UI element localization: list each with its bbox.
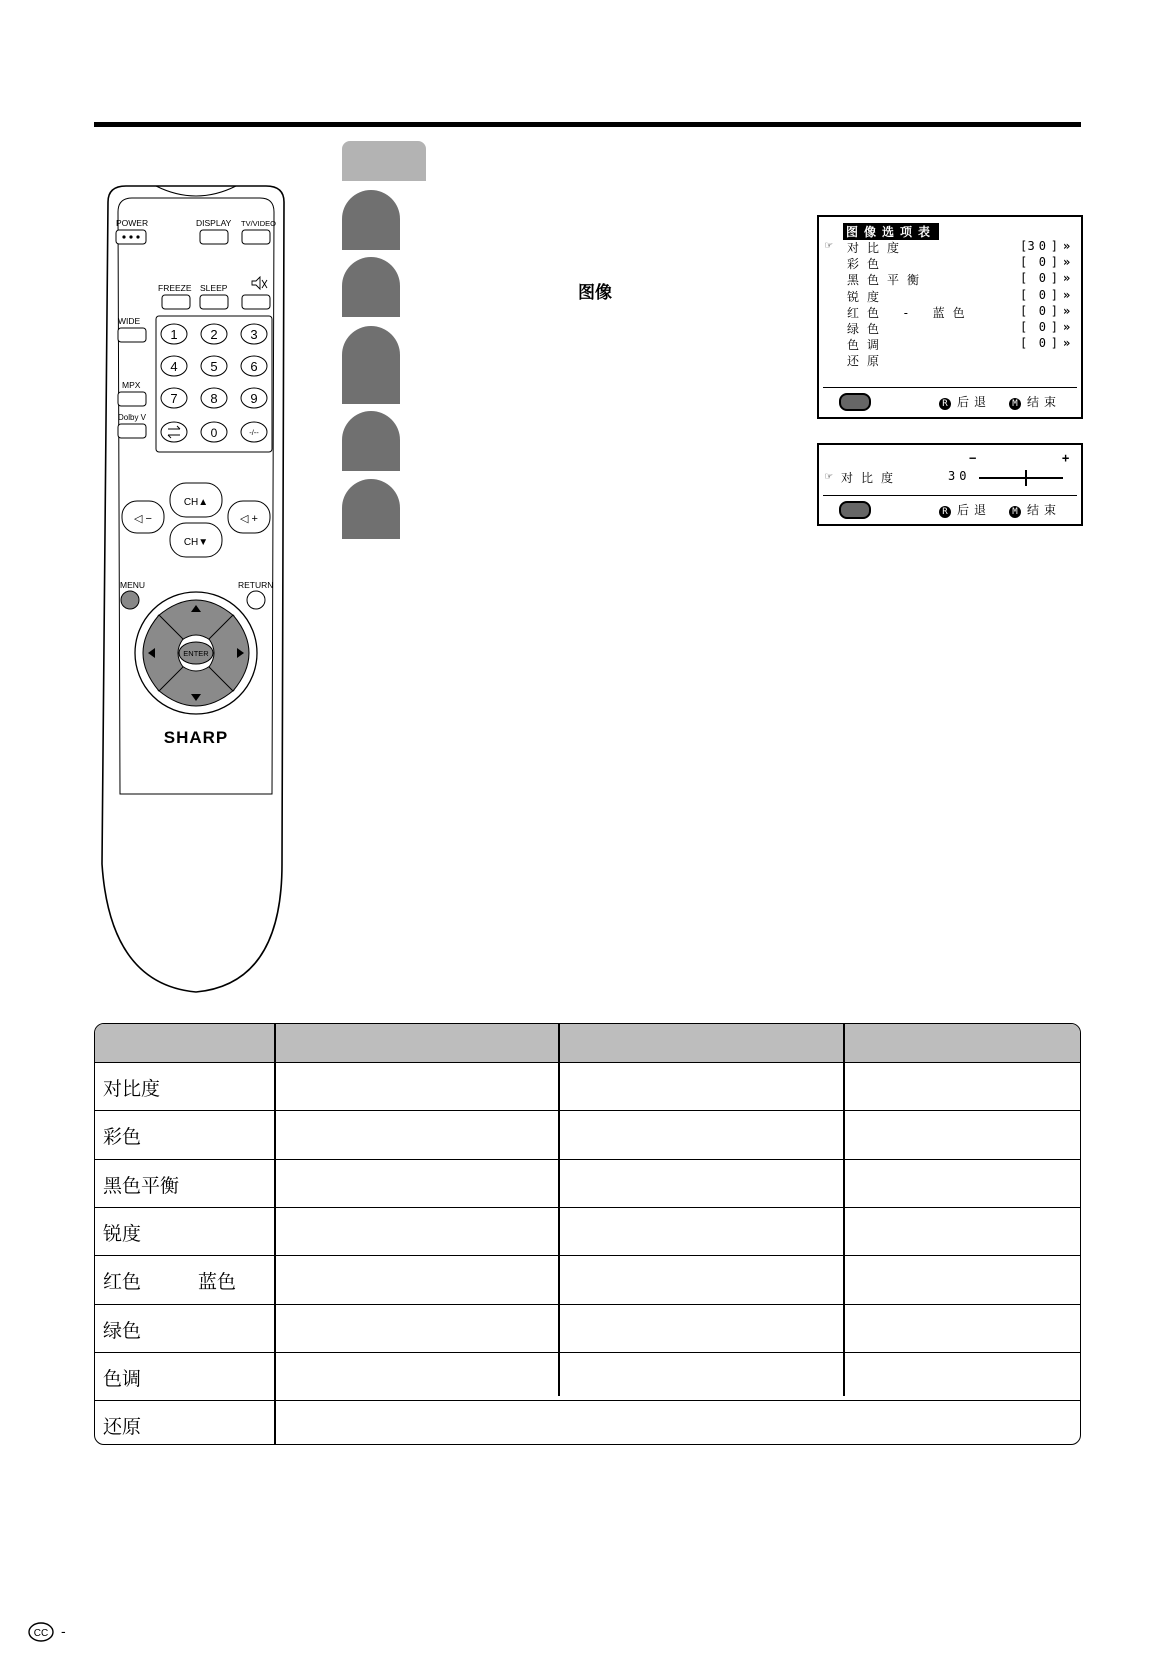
menu-button[interactable] bbox=[121, 591, 139, 609]
osd-menu-item[interactable]: 色调 [ 0 ] » bbox=[847, 336, 1071, 353]
osd-adjust-divider bbox=[823, 495, 1077, 496]
menu-key-icon: M bbox=[1009, 506, 1021, 518]
ch-up-label: CH▲ bbox=[183, 497, 209, 508]
step-4-marker bbox=[342, 411, 400, 471]
return-label: RETURN bbox=[238, 580, 274, 590]
menu-label: MENU bbox=[120, 580, 146, 590]
pointing-hand-icon: ☞ bbox=[825, 469, 833, 483]
minus-sign: − bbox=[969, 451, 977, 465]
digit-9-label: 9 bbox=[250, 391, 258, 406]
row-divider bbox=[95, 1400, 1080, 1401]
mute-button[interactable] bbox=[242, 295, 270, 309]
digit-6-label: 6 bbox=[250, 359, 258, 374]
submenu-arrow-icon: » bbox=[1063, 303, 1071, 318]
table-header bbox=[95, 1024, 1080, 1063]
osd-end-hint: M 结束 bbox=[1009, 393, 1061, 410]
submenu-arrow-icon: » bbox=[1063, 287, 1071, 302]
page-number-suffix: - bbox=[61, 1623, 66, 1639]
step-2-marker bbox=[342, 257, 400, 317]
return-key-icon: R bbox=[939, 398, 951, 410]
digit-7-label: 7 bbox=[170, 391, 178, 406]
wide-label: WIDE bbox=[118, 316, 141, 326]
table-row-label-secondary: 蓝色 bbox=[198, 1271, 237, 1294]
svg-text:CC: CC bbox=[33, 1628, 49, 1639]
dolby-button[interactable] bbox=[118, 424, 146, 438]
step-1-marker bbox=[342, 190, 400, 250]
osd-menu-title: 图像选项表 bbox=[843, 223, 939, 240]
remote-control bbox=[96, 184, 296, 998]
mpx-label: MPX bbox=[122, 380, 141, 390]
power-label: POWER bbox=[116, 218, 149, 228]
digit-2-label: 2 bbox=[210, 327, 218, 342]
tv-video-button[interactable] bbox=[242, 230, 270, 244]
wide-button[interactable] bbox=[118, 328, 146, 342]
osd-menu-item[interactable]: 绿色 [ 0 ] » bbox=[847, 320, 1071, 336]
menu-key-icon: M bbox=[1009, 398, 1021, 410]
osd-menu-item[interactable] bbox=[825, 352, 1075, 368]
contrast-slider-track[interactable] bbox=[979, 477, 1063, 479]
display-button[interactable] bbox=[200, 230, 228, 244]
table-row-label: 黑色平衡 bbox=[103, 1174, 180, 1197]
column-divider bbox=[558, 1024, 560, 1396]
digit-4-label: 4 bbox=[170, 359, 178, 374]
enter-label: ENTER bbox=[183, 649, 209, 658]
osd-adjust-label: 对比度 bbox=[841, 471, 902, 485]
osd-picture-menu bbox=[817, 215, 1083, 419]
mpx-button[interactable] bbox=[118, 392, 146, 406]
dolby-label: Dolby V bbox=[118, 413, 147, 422]
steps-header-tab bbox=[342, 141, 426, 181]
osd-menu-item[interactable]: 红色 - 蓝色 [ 0 ] » bbox=[847, 303, 1071, 320]
column-divider bbox=[274, 1024, 276, 1444]
freeze-button[interactable] bbox=[162, 295, 190, 309]
digit-buttons bbox=[161, 324, 267, 408]
sleep-button[interactable] bbox=[200, 295, 228, 309]
vol-down-label: ◁ − bbox=[134, 513, 152, 525]
digit-3-label: 3 bbox=[250, 327, 258, 342]
osd-adjust-value: 30 bbox=[948, 469, 971, 483]
row-divider bbox=[95, 1159, 1080, 1160]
osd-menu-item[interactable]: 黑色平衡 [ 0 ] » bbox=[847, 271, 1071, 288]
osd-menu-footer bbox=[819, 391, 1081, 413]
row-divider bbox=[95, 1352, 1080, 1353]
osd-menu-item[interactable]: 锐度 [ 0 ] » bbox=[847, 287, 1071, 304]
osd-item-label: 色调 bbox=[847, 338, 888, 353]
osd-item-label: 黑色平衡 bbox=[847, 273, 928, 288]
table-row-label: 锐度 bbox=[103, 1222, 142, 1245]
vol-up-label: ◁ + bbox=[240, 513, 258, 525]
digit-5-label: 5 bbox=[210, 359, 218, 374]
picture-settings-table bbox=[94, 1023, 1081, 1445]
osd-item-label: 绿色 bbox=[847, 322, 888, 336]
osd-adjust-footer bbox=[819, 499, 1081, 521]
row-divider bbox=[95, 1304, 1080, 1305]
osd-item-label: 锐度 bbox=[847, 289, 888, 304]
row-divider bbox=[95, 1255, 1080, 1256]
submenu-arrow-icon: » bbox=[1063, 336, 1071, 351]
submenu-arrow-icon: » bbox=[1063, 239, 1071, 253]
menu-navigation-icon bbox=[839, 393, 871, 411]
ch-down-label: CH▼ bbox=[183, 537, 209, 548]
pointing-hand-icon: ☞ bbox=[825, 238, 833, 252]
osd-item-label: 彩色 bbox=[847, 257, 888, 272]
submenu-arrow-icon: » bbox=[1063, 271, 1071, 286]
return-key-icon: R bbox=[939, 506, 951, 518]
submenu-arrow-icon: » bbox=[1063, 320, 1071, 334]
sleep-label: SLEEP bbox=[200, 283, 228, 293]
column-divider bbox=[843, 1024, 845, 1396]
step-5-marker bbox=[342, 479, 400, 539]
osd-item-label: 红色 - 蓝色 bbox=[847, 305, 973, 320]
digit-8-label: 8 bbox=[210, 391, 218, 406]
sharp-logo: SHARP bbox=[163, 728, 229, 747]
contrast-slider-thumb[interactable] bbox=[1025, 470, 1027, 486]
digit-1-label: 1 bbox=[170, 327, 178, 342]
table-row-label: 对比度 bbox=[103, 1078, 161, 1100]
table-row-label: 彩色 bbox=[103, 1126, 142, 1149]
step-3-marker bbox=[342, 326, 400, 404]
table-row-label: 还原 bbox=[103, 1416, 142, 1439]
osd-item-label: 还原 bbox=[847, 354, 888, 369]
osd-back-hint: R 后退 bbox=[939, 501, 991, 518]
digit-0-label: 0 bbox=[210, 426, 218, 440]
table-row-label: 绿色 bbox=[103, 1319, 142, 1342]
osd-contrast-adjust bbox=[817, 443, 1083, 526]
display-label: DISPLAY bbox=[196, 218, 232, 228]
flashback-button[interactable] bbox=[161, 422, 187, 442]
freeze-label: FREEZE bbox=[158, 283, 192, 293]
menu-navigation-icon bbox=[839, 501, 871, 519]
plus-sign: + bbox=[1062, 451, 1070, 465]
osd-item-label: 对比度 bbox=[847, 241, 908, 255]
row-divider bbox=[95, 1110, 1080, 1111]
osd-menu-item[interactable]: ☞ 对比度 [ 30 ] » bbox=[825, 238, 1071, 255]
table-row-label: 色调 bbox=[103, 1367, 142, 1390]
osd-menu-item[interactable]: 彩色 [ 0 ] » bbox=[847, 255, 1071, 272]
table-row-label: 红色 bbox=[103, 1271, 142, 1294]
row-divider bbox=[95, 1207, 1080, 1208]
top-rule bbox=[94, 122, 1081, 127]
osd-back-hint: R 后退 bbox=[939, 393, 991, 410]
step-2-picture-term: 图像 bbox=[578, 283, 612, 303]
dash-label: -/-- bbox=[249, 428, 259, 437]
return-button[interactable] bbox=[247, 591, 265, 609]
page-number bbox=[28, 1621, 76, 1647]
tv-video-label: TV/VIDEO bbox=[241, 219, 277, 228]
osd-divider bbox=[823, 387, 1077, 388]
submenu-arrow-icon: » bbox=[1063, 255, 1071, 270]
osd-end-hint: M 结束 bbox=[1009, 501, 1061, 518]
